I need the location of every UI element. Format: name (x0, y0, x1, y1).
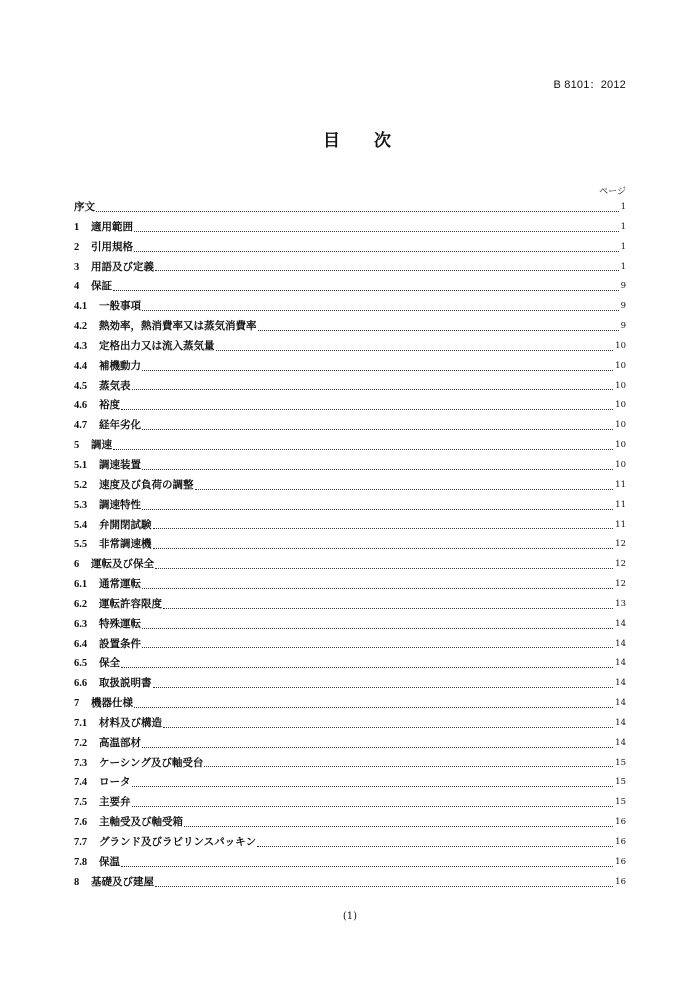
toc-entry-page: 9 (620, 301, 626, 312)
toc-entry-number: 8 (74, 876, 80, 888)
toc-entry-label: 非常調速機 (99, 538, 152, 551)
toc-entry-label: 定格出力又は流入蒸気量 (99, 339, 215, 352)
toc-entry-label: 調速 (91, 439, 112, 452)
toc-entry-page: 12 (615, 539, 626, 550)
toc-entry-page: 16 (615, 817, 626, 828)
toc-entry-label: 機器仕様 (91, 697, 133, 710)
toc-entry (74, 813, 626, 833)
toc-entry (74, 317, 626, 337)
toc-entry-label: 保証 (91, 280, 112, 293)
toc-entry (74, 595, 626, 615)
page-column-header: ページ (599, 187, 626, 197)
toc-entry-label: 用語及び定義 (91, 260, 154, 273)
toc-leader-dots (121, 866, 613, 867)
toc-leader-dots (142, 509, 613, 510)
toc-entry-page: 15 (615, 757, 626, 768)
toc-leader-dots (195, 489, 614, 490)
toc-entry-label: 一般事項 (99, 300, 141, 313)
toc-entry (74, 396, 626, 416)
toc-entry (74, 694, 626, 714)
toc-entry-label: 弁開閉試験 (99, 518, 152, 531)
toc-entry-label: 取扱説明書 (99, 677, 152, 690)
toc-entry-page: 16 (615, 856, 626, 867)
toc-leader-dots (153, 687, 614, 688)
toc-entry-number: 4.1 (74, 301, 88, 313)
toc-entry (74, 833, 626, 853)
toc-leader-dots (121, 409, 613, 410)
toc-entry-label: 主軸受及び軸受箱 (99, 816, 183, 829)
toc-entry-page: 10 (615, 400, 626, 411)
toc-entry-label: 補機動力 (99, 359, 141, 372)
toc-entry (74, 635, 626, 655)
toc-entry-label: 特殊運転 (99, 617, 141, 630)
toc-entry-page: 16 (615, 837, 626, 847)
toc-entry-number: 5.4 (74, 519, 88, 531)
toc-entry-number: 4.4 (74, 360, 88, 372)
toc-entry (74, 436, 626, 456)
toc-entry-page: 1 (620, 261, 626, 272)
toc-entry-label: 基礎及び建屋 (91, 875, 154, 888)
toc-leader-dots (113, 449, 613, 450)
toc-entry-label: 裕度 (99, 399, 120, 412)
toc-entry (74, 297, 626, 317)
toc-entry-label: グランド及びラビリンスパッキン (99, 836, 257, 848)
toc-entry-page: 1 (620, 241, 626, 252)
toc-entry-page: 11 (615, 479, 626, 490)
toc-entry-page: 14 (615, 618, 626, 629)
toc-entry-page: 14 (615, 698, 626, 709)
toc-entry (74, 258, 626, 278)
toc-entry-page: 10 (615, 360, 626, 371)
toc-leader-dots (121, 667, 613, 668)
toc-entry-number: 5 (74, 440, 80, 452)
toc-entry (74, 714, 626, 734)
toc-entry-label: 熱効率，熱消費率又は蒸気消費率 (99, 320, 257, 333)
toc-entry-number: 2 (74, 241, 80, 253)
toc-leader-dots (132, 806, 614, 807)
toc-entry-label: 高温部材 (99, 736, 141, 749)
document-code: B 8101：2012 (553, 79, 626, 91)
toc-leader-dots (258, 330, 619, 331)
toc-entry-page: 1 (620, 221, 626, 232)
toc-entry-page: 9 (620, 281, 626, 292)
toc-entry-number: 4.5 (74, 380, 88, 392)
toc-entry-label: ケーシング及び軸受台 (99, 756, 204, 769)
toc-entry-number: 6 (74, 559, 80, 571)
toc-entry (74, 793, 626, 813)
toc-entry (74, 654, 626, 674)
toc-entry-label: 速度及び負荷の調整 (99, 478, 194, 491)
toc-entry-number: 4 (74, 281, 80, 293)
toc-entry-label: 保全 (99, 657, 120, 670)
toc-entry (74, 337, 626, 357)
toc-entry-number: 4.2 (74, 321, 88, 333)
toc-entry (74, 555, 626, 575)
toc-entry (74, 754, 626, 774)
toc-entry-number: 7.6 (74, 817, 88, 829)
table-of-contents (74, 198, 626, 893)
toc-entry (74, 456, 626, 476)
toc-entry-number: 5.2 (74, 479, 88, 491)
toc-leader-dots (132, 389, 614, 390)
toc-entry-page: 14 (615, 717, 626, 728)
toc-leader-dots (134, 707, 613, 708)
toc-entry (74, 773, 626, 793)
toc-leader-dots (134, 231, 619, 232)
toc-entry-number: 6.6 (74, 678, 88, 690)
toc-entry-page: 14 (615, 678, 626, 689)
toc-entry-number: 5.3 (74, 499, 88, 511)
toc-entry (74, 377, 626, 397)
toc-leader-dots (132, 786, 614, 787)
toc-entry (74, 873, 626, 893)
toc-entry-number: 6.4 (74, 638, 88, 650)
toc-entry-number: 4.7 (74, 420, 88, 432)
toc-entry-number: 7.3 (74, 757, 88, 769)
toc-entry-number: 7 (74, 698, 80, 710)
toc-leader-dots (134, 251, 619, 252)
toc-entry (74, 357, 626, 377)
toc-entry-number: 1 (74, 221, 80, 233)
toc-leader-dots (142, 429, 613, 430)
toc-entry (74, 218, 626, 238)
toc-entry-label: 設置条件 (99, 637, 141, 650)
toc-leader-dots (216, 350, 614, 351)
toc-leader-dots (184, 826, 613, 827)
toc-leader-dots (96, 211, 619, 212)
toc-entry-label: 運転許容限度 (99, 597, 162, 610)
toc-entry-label: 序文 (74, 201, 95, 213)
toc-entry-page: 13 (615, 598, 626, 609)
footer-page-number: (1) (342, 911, 358, 922)
toc-entry (74, 615, 626, 635)
toc-entry-number: 7.2 (74, 737, 88, 749)
toc-entry-page: 10 (615, 459, 626, 470)
toc-entry (74, 535, 626, 555)
toc-entry-label: 材料及び構造 (99, 716, 162, 729)
toc-entry-page: 12 (615, 579, 626, 590)
toc-entry-number: 6.5 (74, 658, 88, 670)
toc-entry-page: 10 (615, 340, 626, 351)
toc-entry-label: 通常運転 (99, 578, 141, 591)
toc-leader-dots (257, 846, 613, 847)
toc-entry-page: 9 (620, 321, 626, 332)
toc-entry (74, 575, 626, 595)
toc-entry-page: 11 (615, 519, 626, 530)
toc-leader-dots (113, 290, 619, 291)
toc-entry-number: 3 (74, 261, 80, 273)
toc-entry-page: 12 (615, 559, 626, 570)
toc-entry-page: 14 (615, 737, 626, 748)
toc-entry (74, 238, 626, 258)
toc-entry-number: 6.2 (74, 598, 88, 610)
toc-leader-dots (142, 747, 613, 748)
toc-leader-dots (155, 886, 613, 887)
toc-leader-dots (155, 568, 613, 569)
toc-entry-number: 7.1 (74, 717, 88, 729)
toc-entry-number: 7.8 (74, 856, 88, 868)
toc-entry-label: 調速装置 (99, 458, 141, 471)
toc-entry-page: 11 (615, 499, 626, 510)
toc-entry-label: 調速特性 (99, 498, 141, 511)
toc-entry-number: 5.5 (74, 539, 88, 551)
toc-entry-number: 5.1 (74, 459, 88, 471)
toc-entry (74, 496, 626, 516)
toc-leader-dots (142, 469, 613, 470)
toc-entry-label: 運転及び保全 (91, 558, 154, 571)
toc-entry-label: 適用範囲 (91, 220, 133, 233)
toc-leader-dots (163, 608, 613, 609)
toc-entry-page: 10 (615, 380, 626, 391)
toc-entry-page: 14 (615, 638, 626, 649)
toc-entry-label: 経年劣化 (99, 419, 141, 432)
toc-entry-label: ロータ (99, 776, 131, 789)
toc-leader-dots (142, 310, 619, 311)
toc-entry-number: 6.1 (74, 579, 88, 591)
toc-entry (74, 198, 626, 218)
toc-leader-dots (153, 528, 614, 529)
toc-entry (74, 674, 626, 694)
toc-leader-dots (142, 370, 613, 371)
toc-entry-label: 主要弁 (99, 796, 131, 809)
toc-entry-page: 1 (620, 202, 626, 212)
toc-entry-label: 引用規格 (91, 240, 133, 253)
toc-leader-dots (142, 588, 613, 589)
toc-entry (74, 853, 626, 873)
toc-entry-label: 蒸気表 (99, 379, 131, 392)
toc-leader-dots (163, 727, 613, 728)
toc-entry-number: 7.5 (74, 797, 88, 809)
toc-entry (74, 416, 626, 436)
toc-entry (74, 734, 626, 754)
toc-leader-dots (155, 270, 619, 271)
toc-leader-dots (204, 766, 613, 767)
page-title: 目 次 (323, 131, 405, 151)
toc-entry-page: 10 (615, 440, 626, 451)
toc-leader-dots (142, 628, 613, 629)
toc-entry (74, 277, 626, 297)
toc-entry-number: 7.7 (74, 837, 88, 848)
toc-leader-dots (153, 548, 614, 549)
toc-entry-page: 15 (615, 777, 626, 788)
toc-entry-page: 14 (615, 658, 626, 669)
toc-entry (74, 476, 626, 496)
toc-entry (74, 516, 626, 536)
toc-entry-number: 6.3 (74, 618, 88, 630)
toc-entry-number: 4.6 (74, 400, 88, 412)
toc-entry-label: 保温 (99, 855, 120, 868)
toc-entry-number: 7.4 (74, 777, 88, 789)
toc-entry-page: 16 (615, 876, 626, 887)
toc-entry-number: 4.3 (74, 340, 88, 352)
toc-entry-page: 15 (615, 797, 626, 808)
toc-entry-page: 10 (615, 420, 626, 431)
toc-leader-dots (142, 647, 613, 648)
